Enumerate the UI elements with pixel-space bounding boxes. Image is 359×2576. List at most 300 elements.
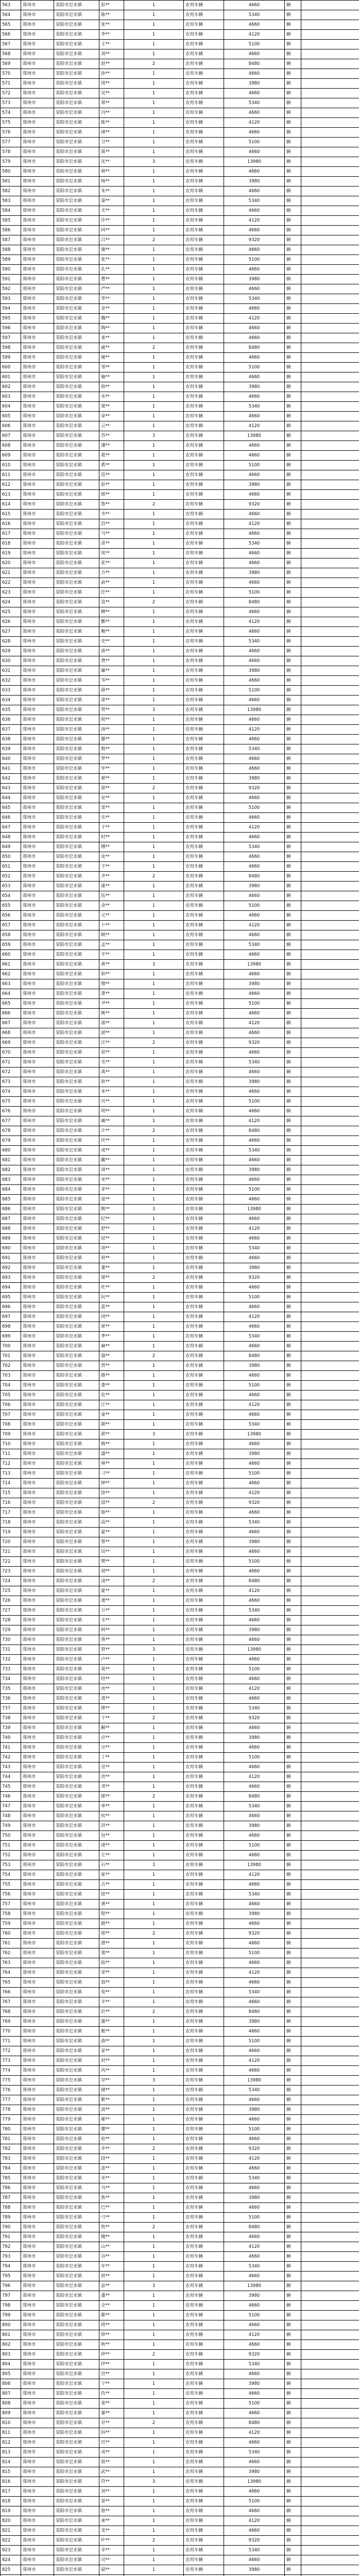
row-town: 荥阳市汜水镇: [54, 216, 99, 226]
row-amount: 4660: [224, 1, 285, 10]
row-index: 803: [1, 2350, 21, 2360]
row-name: 龙**: [99, 2526, 124, 2536]
row-town: 荥阳市汜水镇: [54, 852, 99, 862]
row-name: 羿**: [99, 2076, 124, 2086]
row-remark: [301, 1038, 359, 1048]
row-town: 荥阳市汜水镇: [54, 167, 99, 177]
row-city: 郑州市: [21, 2252, 54, 2262]
row-quantity: 2: [124, 598, 184, 607]
row-town: 荥阳市汜水镇: [54, 970, 99, 979]
row-city: 郑州市: [21, 2223, 54, 2232]
table-row: [1, 2144, 359, 2154]
row-remark: [301, 823, 359, 833]
row-name: 黄**: [99, 960, 124, 970]
row-town: 荥阳市汜水镇: [54, 1518, 99, 1528]
row-name: 胡**: [99, 1567, 124, 1577]
table-row: [1, 89, 359, 98]
row-name: 花**: [99, 558, 124, 568]
row-city: 郑州市: [21, 1048, 54, 1058]
row-amount: 8480: [224, 343, 285, 353]
row-index: 697: [1, 1312, 21, 1322]
row-remark: [301, 872, 359, 882]
row-unit: 辆: [285, 2487, 301, 2497]
row-amount: 8480: [224, 872, 285, 882]
row-quantity: 2: [124, 872, 184, 882]
row-amount: 4660: [224, 1567, 285, 1577]
row-category: 农用车辆: [184, 578, 224, 588]
row-index: 717: [1, 1508, 21, 1518]
row-remark: [301, 2506, 359, 2516]
row-index: 710: [1, 1439, 21, 1449]
row-city: 郑州市: [21, 1293, 54, 1302]
table-row: [1, 1391, 359, 1400]
row-quantity: 1: [124, 1107, 184, 1116]
row-remark: [301, 1616, 359, 1625]
row-city: 郑州市: [21, 255, 54, 265]
row-town: 荥阳市汜水镇: [54, 2076, 99, 2086]
row-unit: 辆: [285, 1851, 301, 1860]
row-index: 570: [1, 69, 21, 79]
row-category: 农用车辆: [184, 1508, 224, 1518]
row-index: 651: [1, 862, 21, 872]
row-index: 640: [1, 754, 21, 764]
row-name: 云**: [99, 421, 124, 431]
row-town: 荥阳市汜水镇: [54, 2546, 99, 2555]
table-row: [1, 1939, 359, 1948]
row-unit: 辆: [285, 1371, 301, 1381]
row-remark: [301, 1733, 359, 1743]
row-town: 荥阳市汜水镇: [54, 1263, 99, 1273]
row-amount: 4120: [224, 1586, 285, 1596]
row-category: 农用车辆: [184, 1929, 224, 1939]
row-amount: 4660: [224, 676, 285, 686]
row-remark: [301, 735, 359, 744]
row-remark: [301, 960, 359, 970]
row-remark: [301, 2281, 359, 2291]
row-index: 616: [1, 519, 21, 529]
row-index: 825: [1, 2565, 21, 2575]
row-amount: 4660: [224, 1616, 285, 1625]
row-quantity: 1: [124, 921, 184, 930]
row-town: 荥阳市汜水镇: [54, 1439, 99, 1449]
table-row: [1, 1792, 359, 1802]
row-amount: 5100: [224, 2399, 285, 2409]
row-category: 农用车辆: [184, 1439, 224, 1449]
row-name: 韩**: [99, 167, 124, 177]
row-category: 农用车辆: [184, 1968, 224, 1978]
row-category: 农用车辆: [184, 1361, 224, 1371]
table-row: [1, 2213, 359, 2223]
row-index: 626: [1, 617, 21, 627]
row-remark: [301, 1821, 359, 1831]
row-name: 韶**: [99, 2565, 124, 2575]
row-name: 祖**: [99, 2458, 124, 2467]
row-category: 农用车辆: [184, 1714, 224, 1723]
row-name: 包**: [99, 1831, 124, 1841]
row-unit: 辆: [285, 1332, 301, 1342]
row-town: 荥阳市汜水镇: [54, 2516, 99, 2526]
row-amount: 4660: [224, 1743, 285, 1753]
row-unit: 辆: [285, 1048, 301, 1058]
row-quantity: 1: [124, 774, 184, 784]
row-index: 602: [1, 382, 21, 392]
row-remark: [301, 138, 359, 147]
row-unit: 辆: [285, 647, 301, 656]
row-quantity: 1: [124, 1371, 184, 1381]
row-category: 农用车辆: [184, 2203, 224, 2213]
row-index: 620: [1, 558, 21, 568]
row-index: 721: [1, 1547, 21, 1557]
row-index: 762: [1, 1948, 21, 1958]
row-quantity: 1: [124, 2458, 184, 2467]
row-town: 荥阳市汜水镇: [54, 1655, 99, 1665]
row-remark: [301, 2301, 359, 2311]
row-name: 宫**: [99, 2369, 124, 2379]
row-index: 799: [1, 2311, 21, 2320]
row-remark: [301, 1067, 359, 1077]
row-name: 陈**: [99, 118, 124, 128]
row-city: 郑州市: [21, 2301, 54, 2311]
row-index: 818: [1, 2497, 21, 2506]
row-category: 农用车辆: [184, 1028, 224, 1038]
row-name: 奚**: [99, 461, 124, 470]
row-unit: 辆: [285, 2232, 301, 2242]
table-row: [1, 1234, 359, 1244]
row-category: 农用车辆: [184, 2418, 224, 2428]
row-quantity: 1: [124, 2154, 184, 2164]
row-category: 农用车辆: [184, 1704, 224, 1714]
row-town: 荥阳市汜水镇: [54, 989, 99, 999]
row-remark: [301, 187, 359, 196]
row-amount: 4660: [224, 1674, 285, 1684]
row-amount: 5340: [224, 1146, 285, 1156]
table-row: [1, 2448, 359, 2458]
row-amount: 5340: [224, 402, 285, 412]
row-remark: [301, 1625, 359, 1635]
row-amount: 4660: [224, 558, 285, 568]
row-remark: [301, 1400, 359, 1410]
row-remark: [301, 1107, 359, 1116]
row-town: 荥阳市汜水镇: [54, 2526, 99, 2536]
row-index: 755: [1, 1880, 21, 1890]
row-remark: [301, 1009, 359, 1019]
row-unit: 辆: [285, 578, 301, 588]
row-category: 农用车辆: [184, 2477, 224, 2487]
row-quantity: 1: [124, 686, 184, 696]
row-unit: 辆: [285, 686, 301, 696]
row-index: 706: [1, 1400, 21, 1410]
row-category: 农用车辆: [184, 1107, 224, 1116]
row-index: 681: [1, 1156, 21, 1165]
row-remark: [301, 676, 359, 686]
row-category: 农用车辆: [184, 1674, 224, 1684]
row-remark: [301, 2076, 359, 2086]
row-town: 荥阳市汜水镇: [54, 59, 99, 69]
row-unit: 辆: [285, 275, 301, 284]
row-quantity: 3: [124, 705, 184, 715]
row-quantity: 1: [124, 519, 184, 529]
row-city: 郑州市: [21, 2458, 54, 2467]
row-town: 荥阳市汜水镇: [54, 1841, 99, 1851]
row-town: 荥阳市汜水镇: [54, 764, 99, 774]
row-city: 郑州市: [21, 196, 54, 206]
row-remark: [301, 412, 359, 421]
row-remark: [301, 147, 359, 157]
row-city: 郑州市: [21, 461, 54, 470]
table-row: [1, 2183, 359, 2193]
table-row: [1, 676, 359, 686]
row-city: 郑州市: [21, 833, 54, 842]
row-index: 627: [1, 627, 21, 637]
row-city: 郑州市: [21, 1860, 54, 1870]
row-amount: 9320: [224, 784, 285, 793]
row-category: 农用车辆: [184, 833, 224, 842]
row-quantity: 1: [124, 2134, 184, 2144]
row-unit: 辆: [285, 901, 301, 911]
row-town: 荥阳市汜水镇: [54, 1302, 99, 1312]
row-city: 郑州市: [21, 539, 54, 549]
row-name: 解**: [99, 1723, 124, 1733]
row-quantity: 2: [124, 1498, 184, 1508]
row-category: 农用车辆: [184, 1391, 224, 1400]
table-row: [1, 833, 359, 842]
row-amount: 4660: [224, 1528, 285, 1537]
row-index: 660: [1, 950, 21, 960]
row-city: 郑州市: [21, 1087, 54, 1097]
row-town: 荥阳市汜水镇: [54, 235, 99, 245]
row-unit: 辆: [285, 754, 301, 764]
row-quantity: 1: [124, 255, 184, 265]
row-category: 农用车辆: [184, 2409, 224, 2418]
row-city: 郑州市: [21, 970, 54, 979]
row-index: 771: [1, 2037, 21, 2046]
row-index: 648: [1, 833, 21, 842]
row-amount: 5340: [224, 2086, 285, 2095]
row-city: 郑州市: [21, 2330, 54, 2340]
row-unit: 辆: [285, 510, 301, 519]
row-amount: 5340: [224, 2262, 285, 2272]
row-remark: [301, 793, 359, 803]
row-category: 农用车辆: [184, 431, 224, 441]
row-quantity: 1: [124, 2183, 184, 2193]
row-unit: 辆: [285, 1146, 301, 1156]
table-row: [1, 1322, 359, 1332]
row-unit: 辆: [285, 2360, 301, 2369]
row-amount: 4660: [224, 1997, 285, 2007]
row-amount: 3980: [224, 1077, 285, 1087]
row-unit: 辆: [285, 333, 301, 343]
row-category: 农用车辆: [184, 304, 224, 314]
row-quantity: 3: [124, 2076, 184, 2086]
row-quantity: 1: [124, 950, 184, 960]
row-quantity: 3: [124, 431, 184, 441]
table-row: [1, 343, 359, 353]
row-index: 582: [1, 187, 21, 196]
row-category: 农用车辆: [184, 470, 224, 480]
row-index: 662: [1, 970, 21, 979]
row-amount: 3980: [224, 1263, 285, 1273]
row-town: 荥阳市汜水镇: [54, 774, 99, 784]
row-quantity: 1: [124, 1342, 184, 1351]
row-name: 糜**: [99, 2125, 124, 2134]
row-unit: 辆: [285, 2458, 301, 2467]
table-row: [1, 1900, 359, 1909]
row-town: 荥阳市汜水镇: [54, 412, 99, 421]
row-remark: [301, 2320, 359, 2330]
row-category: 农用车辆: [184, 2320, 224, 2330]
row-quantity: 1: [124, 578, 184, 588]
table-row: [1, 2056, 359, 2066]
row-town: 荥阳市汜水镇: [54, 2193, 99, 2203]
row-quantity: 1: [124, 441, 184, 451]
row-unit: 辆: [285, 999, 301, 1009]
table-row: [1, 196, 359, 206]
row-town: 荥阳市汜水镇: [54, 1851, 99, 1860]
row-name: 景**: [99, 2497, 124, 2506]
row-quantity: 1: [124, 1528, 184, 1537]
row-index: 758: [1, 1909, 21, 1919]
table-row: [1, 1381, 359, 1391]
row-unit: 辆: [285, 1175, 301, 1185]
row-unit: 辆: [285, 226, 301, 235]
row-quantity: 1: [124, 1156, 184, 1165]
row-name: 和**: [99, 970, 124, 979]
row-category: 农用车辆: [184, 2458, 224, 2467]
row-remark: [301, 930, 359, 940]
table-row: [1, 2516, 359, 2526]
row-city: 郑州市: [21, 98, 54, 108]
row-remark: [301, 627, 359, 637]
row-category: 农用车辆: [184, 637, 224, 647]
row-remark: [301, 2526, 359, 2536]
table-row: [1, 1762, 359, 1772]
row-category: 农用车辆: [184, 40, 224, 49]
row-name: 吴**: [99, 89, 124, 98]
row-unit: 辆: [285, 118, 301, 128]
row-index: 692: [1, 1263, 21, 1273]
row-quantity: 1: [124, 1214, 184, 1224]
row-name: 经**: [99, 1674, 124, 1684]
row-remark: [301, 1185, 359, 1195]
row-category: 农用车辆: [184, 960, 224, 970]
row-name: 董**: [99, 1263, 124, 1273]
row-city: 郑州市: [21, 588, 54, 598]
row-amount: 4660: [224, 1694, 285, 1704]
row-quantity: 1: [124, 69, 184, 79]
table-row: [1, 2477, 359, 2487]
table-row: [1, 2379, 359, 2389]
row-category: 农用车辆: [184, 2497, 224, 2506]
row-remark: [301, 568, 359, 578]
row-amount: 13980: [224, 2076, 285, 2086]
row-amount: 8480: [224, 59, 285, 69]
row-category: 农用车辆: [184, 98, 224, 108]
row-unit: 辆: [285, 2389, 301, 2399]
row-category: 农用车辆: [184, 1547, 224, 1557]
row-amount: 3980: [224, 1165, 285, 1175]
row-city: 郑州市: [21, 1479, 54, 1488]
row-index: 600: [1, 363, 21, 372]
row-town: 荥阳市汜水镇: [54, 1479, 99, 1488]
row-quantity: 1: [124, 1097, 184, 1107]
row-amount: 4660: [224, 764, 285, 774]
row-index: 683: [1, 1175, 21, 1185]
row-remark: [301, 2007, 359, 2017]
row-city: 郑州市: [21, 901, 54, 911]
row-remark: [301, 1655, 359, 1665]
table-row: [1, 2095, 359, 2105]
row-name: 柯**: [99, 1625, 124, 1635]
table-row: [1, 2134, 359, 2144]
row-town: 荥阳市汜水镇: [54, 1762, 99, 1772]
row-remark: [301, 284, 359, 294]
row-index: 794: [1, 2262, 21, 2272]
row-quantity: 1: [124, 725, 184, 735]
row-unit: 辆: [285, 1234, 301, 1244]
row-unit: 辆: [285, 1782, 301, 1792]
table-row: [1, 69, 359, 79]
row-name: 雷**: [99, 696, 124, 705]
row-town: 荥阳市汜水镇: [54, 2418, 99, 2428]
row-unit: 辆: [285, 1283, 301, 1293]
row-town: 荥阳市汜水镇: [54, 2223, 99, 2232]
row-unit: 辆: [285, 245, 301, 255]
row-city: 郑州市: [21, 1743, 54, 1753]
row-city: 郑州市: [21, 1077, 54, 1087]
table-row: [1, 2487, 359, 2497]
row-remark: [301, 637, 359, 647]
row-remark: [301, 2340, 359, 2350]
row-category: 农用车辆: [184, 1224, 224, 1234]
row-index: 748: [1, 1811, 21, 1821]
row-category: 农用车辆: [184, 1488, 224, 1498]
row-unit: 辆: [285, 1107, 301, 1116]
row-unit: 辆: [285, 833, 301, 842]
row-index: 645: [1, 803, 21, 813]
row-category: 农用车辆: [184, 989, 224, 999]
row-remark: [301, 784, 359, 793]
row-remark: [301, 666, 359, 676]
row-index: 633: [1, 686, 21, 696]
row-town: 荥阳市汜水镇: [54, 1508, 99, 1518]
row-quantity: 1: [124, 187, 184, 196]
row-city: 郑州市: [21, 911, 54, 921]
row-category: 农用车辆: [184, 2037, 224, 2046]
row-quantity: 2: [124, 1929, 184, 1939]
row-unit: 辆: [285, 1674, 301, 1684]
row-amount: 4660: [224, 1253, 285, 1263]
row-category: 农用车辆: [184, 333, 224, 343]
row-category: 农用车辆: [184, 2144, 224, 2154]
row-amount: 4660: [224, 1439, 285, 1449]
row-city: 郑州市: [21, 353, 54, 363]
row-name: 万**: [99, 1606, 124, 1616]
row-amount: 3980: [224, 2017, 285, 2027]
row-unit: 辆: [285, 2154, 301, 2164]
row-remark: [301, 1195, 359, 1205]
row-index: 593: [1, 294, 21, 304]
row-quantity: 1: [124, 1948, 184, 1958]
row-amount: 4660: [224, 1811, 285, 1821]
row-town: 荥阳市汜水镇: [54, 598, 99, 607]
row-town: 荥阳市汜水镇: [54, 2037, 99, 2046]
row-town: 荥阳市汜水镇: [54, 1107, 99, 1116]
row-city: 郑州市: [21, 1009, 54, 1019]
row-town: 荥阳市汜水镇: [54, 1567, 99, 1577]
row-category: 农用车辆: [184, 1811, 224, 1821]
row-category: 农用车辆: [184, 1851, 224, 1860]
row-category: 农用车辆: [184, 1939, 224, 1948]
